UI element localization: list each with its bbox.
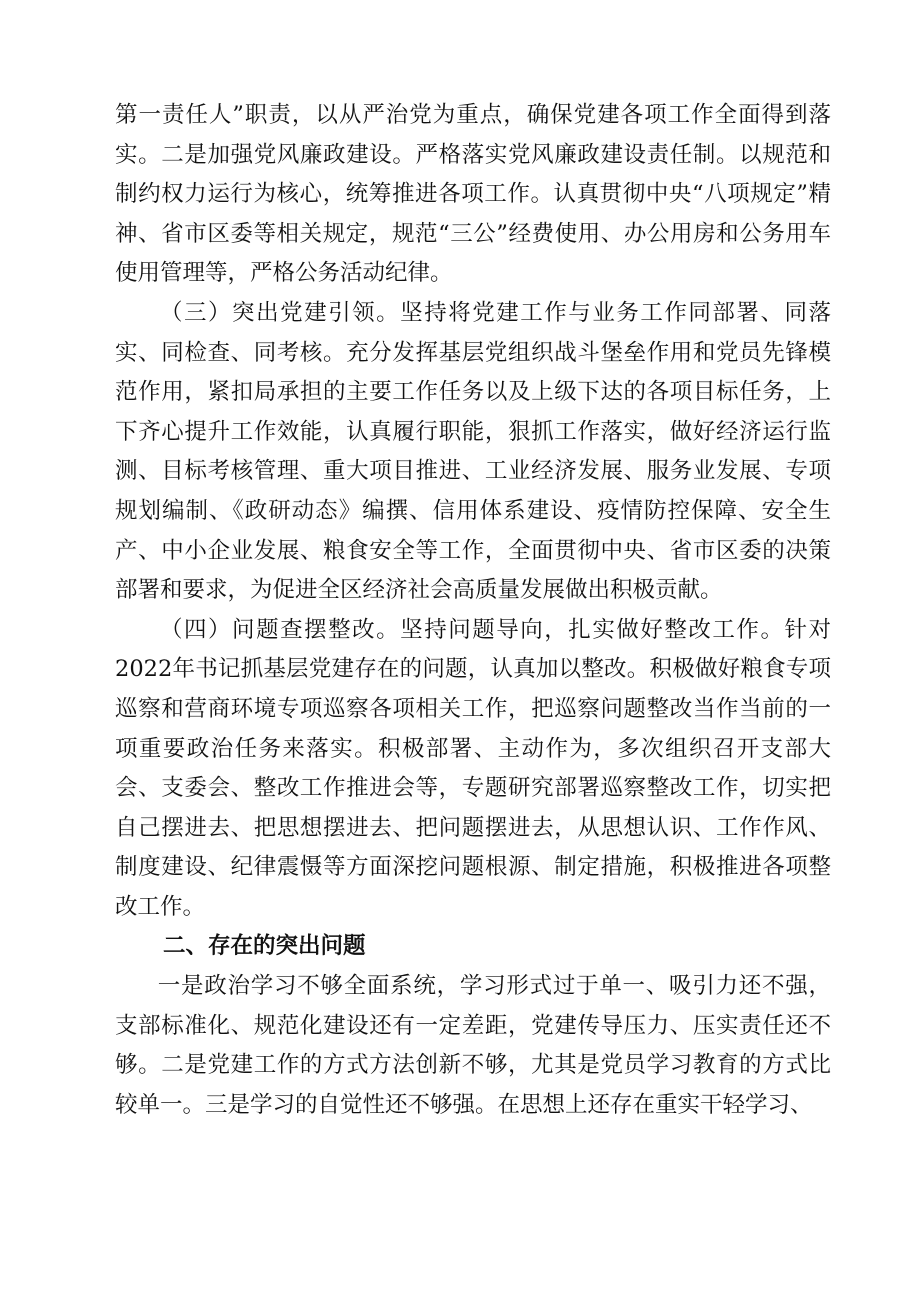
document-body — [115, 96, 831, 1125]
paragraph-problems: 一是政治学习不够全面系统，学习形式过于单一、吸引力还不强，支部标准化、规范化建设还有一定差距，党建传导压力、压实责任还不够。二是党建工作的方式方法创新不够，尤其是党员学习教育的方式比较单一。三是学习的自觉性还不够强。在思想上还存在重实干轻学习、 — [115, 973, 831, 1118]
section-heading-problems: 二、存在的突出问题 — [163, 933, 366, 960]
paragraph-rectification: （四）问题查摆整改。坚持问题导向，扎实做好整改工作。针对2022年书记抓基层党建存在的问题，认真加以整改。积极做好粮食专项巡察和营商环境专项巡察各项相关工作，把巡察问题整改当作当前的一项重要政治任务来落实。积极部署、主动作为，多次组织召开支部大会、支委会、整改工作推进会等，专题研究部署巡察整改工作，切实把自己摆进去、把思想摆进去、把问题摆进去，从思想认识、工作作风、制度建设、纪律震慑等方面深挖问题根源、制定措施，积极推进各项整改工作。 — [115, 616, 831, 920]
paragraph-party-leadership: （三）突出党建引领。坚持将党建工作与业务工作同部署、同落实、同检查、同考核。充分发挥基层党组织战斗堡垒作用和党员先锋模范作用，紧扣局承担的主要工作任务以及上级下达的各项目标任务，上下齐心提升工作效能，认真履行职能，狠抓工作落实，做好经济运行监测、目标考核管理、重大项目推进、工业经济发展、服务业发展、专项规划编制、《政研动态》编撰、信用体系建设、疫情防控保障、安全生产、中小企业发展、粮食安全等工作，全面贯彻中央、省市区委的决策部署和要求，为促进全区经济社会高质量发展做出积极贡献。 — [115, 299, 831, 604]
paragraph-responsibility: 第一责任人”职责，以从严治党为重点，确保党建各项工作全面得到落实。二是加强党风廉政建设。严格落实党风廉政建设责任制。以规范和制约权力运行为核心，统筹推进各项工作。认真贯彻中央“八项规定”精神、省市区委等相关规定，规范“三公”经费使用、办公用房和公务用车使用管理等，严格公务活动纪律。 — [115, 102, 831, 287]
